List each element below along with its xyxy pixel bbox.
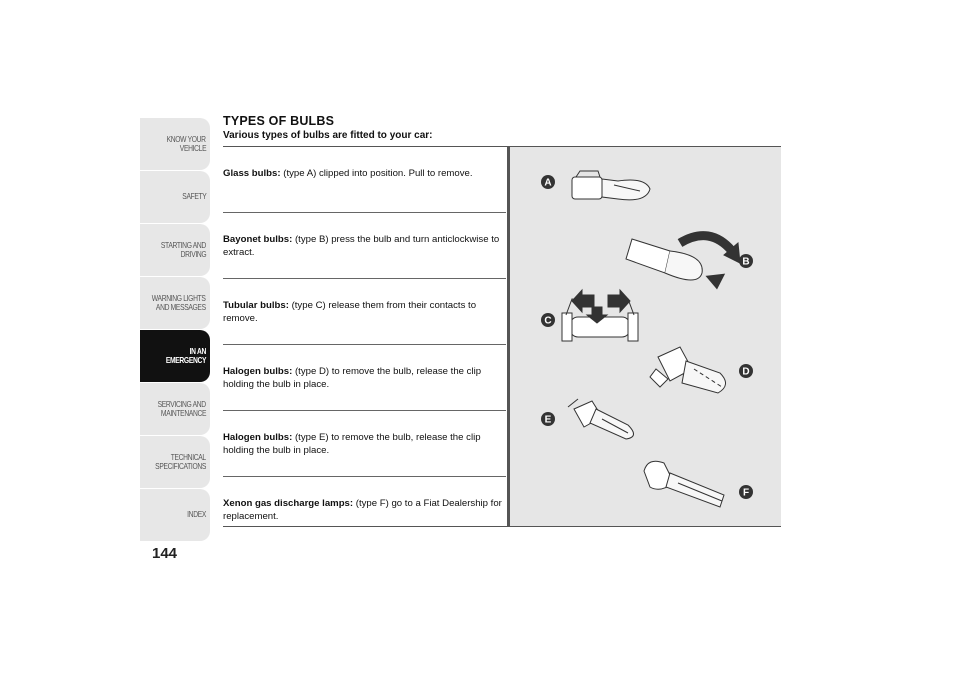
tab-technical-specifications[interactable] (140, 436, 210, 488)
label-b: B (742, 256, 750, 268)
section-intro: Various types of bulbs are fitted to your car: (223, 130, 433, 141)
label-f: F (742, 487, 750, 499)
chapter-tabs (140, 118, 210, 542)
tab-safety[interactable] (140, 171, 210, 223)
bulb-name: Halogen bulbs: (223, 366, 293, 377)
bulb-description: (type E) to remove the bulb, release the clip holding the bulb in place. (223, 432, 481, 456)
halogen-bulb-e-icon (568, 399, 634, 439)
glass-bulb-icon (572, 171, 650, 200)
tab-label: WARNING LIGHTS (152, 293, 206, 303)
tab-label: EMERGENCY (165, 356, 206, 365)
bulb-description: (type D) to remove the bulb, release the clip holding the bulb in place. (223, 366, 482, 390)
bulb-illustration-panel (510, 147, 781, 526)
tab-label: SPECIFICATIONS (155, 462, 206, 471)
bulb-name: Tubular bulbs: (223, 300, 289, 311)
page-number: 144 (152, 545, 178, 562)
tab-label: DRIVING (180, 250, 206, 259)
bayonet-bulb-icon (626, 236, 740, 290)
tab-know-your-vehicle[interactable] (140, 118, 210, 170)
bulb-name: Glass bulbs: (223, 168, 281, 179)
label-d: D (742, 366, 750, 378)
tab-label: AND MESSAGES (156, 303, 206, 312)
bulb-item-b (223, 213, 506, 279)
bulb-description: (type B) press the bulb and turn anticlockwise to extract. (223, 234, 500, 258)
section-title: TYPES OF BULBS (223, 114, 335, 128)
tab-label: INDEX (187, 510, 206, 520)
bulb-name: Bayonet bulbs: (223, 234, 293, 245)
xenon-lamp-icon (644, 461, 724, 507)
tab-label: SERVICING AND (157, 399, 206, 409)
tab-in-an-emergency[interactable] (140, 330, 210, 382)
label-a: A (544, 177, 552, 189)
tab-label: SAFETY (181, 192, 206, 202)
tab-starting-and-driving[interactable] (140, 224, 210, 276)
tab-label: STARTING AND (160, 240, 206, 250)
bulb-description: (type A) clipped into position. Pull to remove. (280, 168, 473, 179)
label-c: C (544, 315, 552, 327)
label-e: E (544, 414, 552, 426)
bulb-illustration (510, 147, 781, 526)
tab-warning-lights[interactable] (140, 277, 210, 329)
halogen-bulb-d-icon (650, 347, 726, 393)
tab-index[interactable] (140, 489, 210, 541)
bulb-item-e (223, 411, 506, 477)
bulb-list (223, 147, 506, 543)
bulb-item-f (223, 477, 506, 543)
tab-servicing-and-maintenance[interactable] (140, 383, 210, 435)
tab-label: TECHNICAL (170, 452, 206, 462)
bulb-description: (type F) go to a Fiat Dealership for replacement. (223, 498, 502, 522)
tab-label: KNOW YOUR (166, 134, 206, 144)
bulb-item-d (223, 345, 506, 411)
tab-label: MAINTENANCE (160, 409, 206, 418)
bulb-item-c (223, 279, 506, 345)
bulb-description: (type C) release them from their contacts to remove. (223, 300, 477, 324)
tubular-bulb-icon (562, 290, 638, 341)
bulb-item-a (223, 147, 506, 213)
tab-label: IN AN (189, 346, 206, 356)
bulb-name: Halogen bulbs: (223, 432, 293, 443)
bulb-name: Xenon gas discharge lamps: (223, 498, 354, 509)
tab-label: VEHICLE (179, 144, 206, 153)
